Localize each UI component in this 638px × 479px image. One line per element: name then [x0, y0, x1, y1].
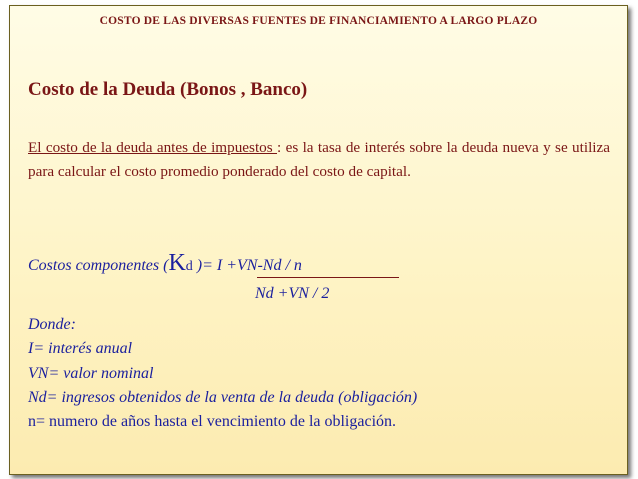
fraction-line [257, 277, 399, 278]
definition-item-nominal-value: VN= valor nominal [28, 364, 154, 382]
slide [9, 5, 628, 475]
formula-numerator-line [28, 250, 302, 277]
definition-item-years: n= numero de años hasta el vencimiento de la obligación. [28, 413, 397, 431]
formula-denominator: Nd +VN / 2 [255, 285, 330, 302]
term-definition: : es la tasa de interés sobre la deuda nueva y se utiliza para calcular el costo promedio ponderado del costo de capital. [28, 139, 611, 180]
slide-header: COSTO DE LAS DIVERSAS FUENTES DE FINANCIAMIENTO A LARGO PLAZO [99, 15, 538, 27]
definitions-list [28, 313, 417, 434]
formula-numerator: )= I +VN-Nd / n [192, 257, 302, 274]
definition-item-net-proceeds: Nd= ingresos obtenidos de la venta de la deuda (obligación) [28, 388, 418, 406]
formula-d-subscript: d [185, 259, 193, 274]
definitions-title: Donde: [28, 316, 76, 333]
formula-k-symbol: K [168, 250, 186, 276]
formula-label: Costos componentes ( [28, 257, 169, 274]
definition-paragraph [28, 136, 610, 184]
definition-item-interest: I= interés anual [28, 340, 133, 358]
section-heading: Costo de la Deuda (Bonos , Banco) [28, 79, 308, 100]
underlined-term: El costo de la deuda antes de impuestos [28, 139, 278, 156]
